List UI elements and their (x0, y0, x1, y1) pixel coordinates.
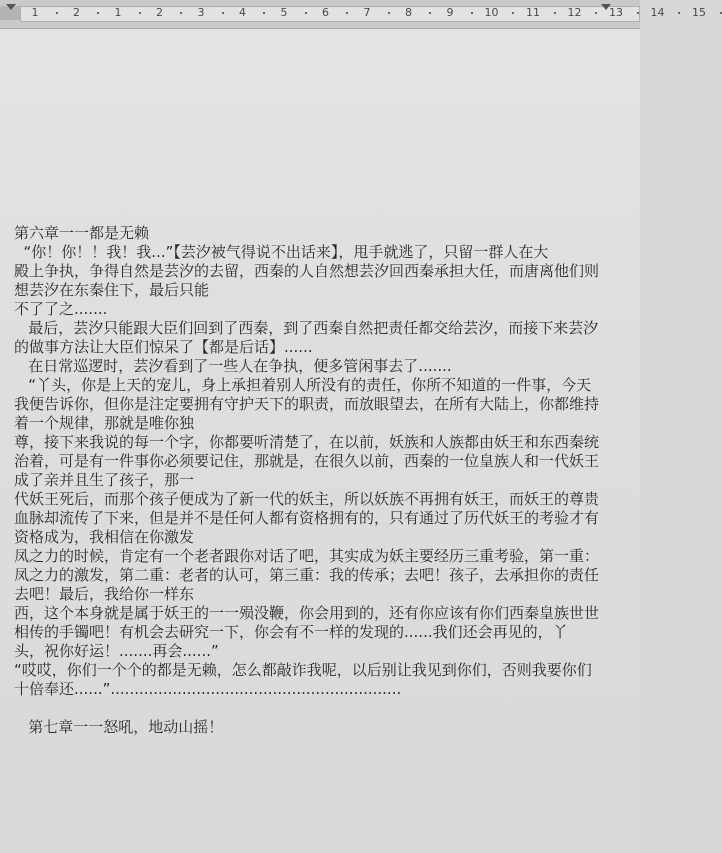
document-line: 我便告诉你，但你是注定要拥有守护天下的职责，而放眼望去，在所有大陆上，你都维持 (14, 395, 600, 413)
ruler-tick-label: 15 (692, 6, 706, 19)
ruler-tick-dot (305, 12, 307, 14)
document-line: 凤之力的激发，第二重：老者的认可，第三重：我的传承；去吧！孩子，去承担你的责任 (14, 566, 600, 584)
document-line: 凤之力的时候，肯定有一个老者跟你对话了吧，其实成为妖主要经历三重考验，第一重： (14, 547, 600, 565)
ruler-strip (20, 6, 640, 22)
document-body[interactable] (14, 224, 634, 737)
ruler-tick-dot (554, 12, 556, 14)
first-line-indent-marker[interactable] (6, 4, 16, 10)
ruler-tick-label: 9 (446, 6, 454, 19)
document-line: 不了了之....... (14, 300, 108, 318)
document-line: 尊，接下来我说的每一个字，你都要听清楚了，在以前，妖族和人族都由妖王和东西秦统 (14, 433, 600, 451)
document-line: “丫头，你是上天的宠儿，身上承担着别人所没有的责任，你所不知道的一件事，今天 (14, 376, 592, 394)
ruler-tick-label: 1 (114, 6, 122, 19)
ruler-tick-label: 14 (650, 6, 665, 19)
ruler-tick-label: 6 (322, 6, 329, 19)
ruler-tick-label: 7 (363, 6, 371, 19)
ruler-tick-dot (595, 12, 597, 14)
ruler-tick-dot (678, 12, 680, 14)
document-line: 血脉却流传了下来，但是并不是任何人都有资格拥有的，只有通过了历代妖王的考验才有 (14, 509, 600, 527)
ruler-tick-label: 4 (239, 6, 246, 19)
ruler-tick-dot (222, 12, 224, 14)
ruler-tick-dot (180, 12, 182, 14)
document-line: 想芸汐在东秦住下，最后只能 (14, 281, 210, 299)
ruler-tick-label: 2 (156, 6, 163, 19)
document-line (14, 699, 634, 718)
document-line: 相传的手镯吧！有机会去研究一下，你会有不一样的发现的......我们还会再见的，丫 (14, 623, 568, 641)
ruler-tick-dot (346, 12, 348, 14)
ruler-tick-dot (388, 12, 390, 14)
ruler-tick-dot (512, 12, 514, 14)
ruler-tick-dot (720, 12, 722, 14)
document-line: 十倍奉还......”............................................................. (14, 680, 402, 698)
document-line: 成了亲并且生了孩子，那一 (14, 471, 195, 489)
ruler-tick-label: 13 (609, 6, 623, 19)
document-line: 的做事方法让大臣们惊呆了【都是后话】...... (14, 338, 313, 356)
ruler-tick-dot (263, 12, 265, 14)
document-line: 殿上争执，争得自然是芸汐的去留，西秦的人自然想芸汐回西秦承担大任，而唐离他们则 (14, 262, 600, 280)
ruler-tick-label: 8 (405, 6, 412, 19)
ruler-tick-dot (429, 12, 431, 14)
ruler-tick-label: 5 (280, 6, 288, 19)
document-page[interactable] (0, 29, 640, 853)
ruler-tick-label: 3 (197, 6, 205, 19)
document-line: 资格成为，我相信在你激发 (14, 528, 195, 546)
ruler-tick-label: 12 (567, 6, 582, 19)
ruler-tick-dot (56, 12, 58, 14)
document-line: 头，祝你好运！.......再会......” (14, 642, 219, 660)
document-line: 西，这个本身就是属于妖王的一一殒没鞭，你会用到的，还有你应该有你们西秦皇族世世 (14, 604, 600, 622)
ruler-tick-dot (139, 12, 141, 14)
document-line: 代妖王死后，而那个孩子便成为了新一代的妖主，所以妖族不再拥有妖王，而妖王的尊贵 (14, 490, 600, 508)
document-line: 着一个规律，那就是唯你独 (14, 414, 195, 432)
document-line: 去吧！最后，我给你一样东 (14, 585, 195, 603)
ruler-tick-label: 10 (484, 6, 499, 19)
ruler-tick-dot (97, 12, 99, 14)
horizontal-ruler[interactable] (0, 0, 706, 29)
document-line: “哎哎，你们一个个的都是无赖，怎么都敲诈我呢，以后别让我见到你们，否则我要你们 (14, 661, 592, 679)
document-line: 最后，芸汐只能跟大臣们回到了西秦，到了西秦自然把责任都交给芸汐，而接下来芸汐 (14, 319, 599, 337)
ruler-tick-label: 2 (73, 6, 80, 19)
ruler-tick-label: 11 (526, 6, 540, 19)
document-line: “你！你！！我！我...”【芸汐被气得说不出话来】，甩手就逃了，只留一群人在大 (14, 243, 549, 261)
document-line: 第六章一一都是无赖 (14, 224, 150, 242)
ruler-tick-dot (471, 12, 473, 14)
document-line: 治着，可是有一件事你必须要记住，那就是，在很久以前，西秦的一位皇族人和一代妖王 (14, 452, 600, 470)
document-line: 在日常巡逻时，芸汐看到了一些人在争执，便多管闲事去了....... (14, 357, 452, 375)
ruler-tick-label: 1 (31, 6, 39, 19)
ruler-tick-dot (637, 12, 639, 14)
document-line: 第七章一一怒吼，地动山摇！ (14, 718, 224, 736)
